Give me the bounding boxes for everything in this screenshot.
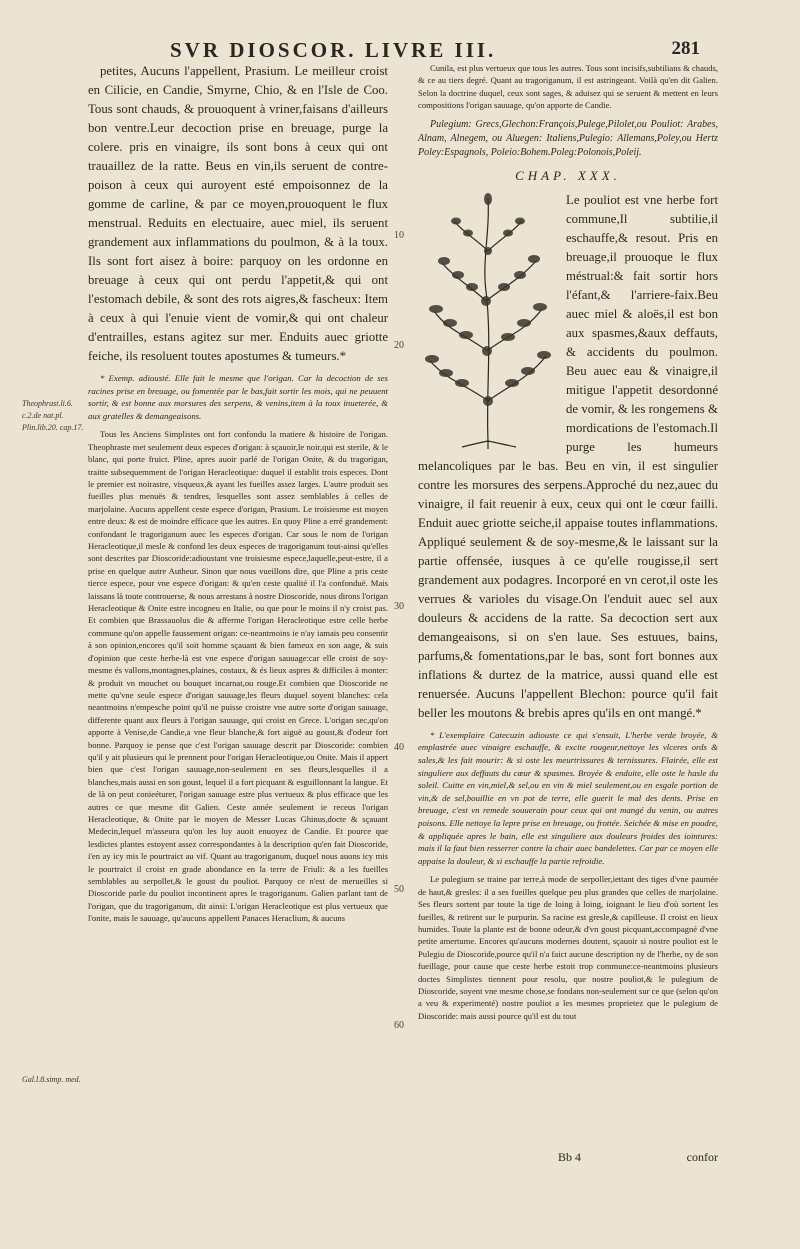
plant-illustration: [418, 191, 558, 449]
left-editor-note: * Exemp. adiousté. Elle fait le mesme que l'origan. Car la decoction de ses racines prise en breuage, ou fomentée par le bas,fait sortir les mois, qui ne peuuent sortir, & est bonne aux morsures des serpens, & venins,item à la toux inueterée, & aux gratelles & demangeaisons.: [88, 373, 388, 421]
line-number: 60: [394, 1020, 404, 1031]
catchword: confor: [686, 1150, 718, 1164]
right-paragraph-3: Le pulegium se traine par terre,à mode de serpoller,iettant des tiges d'vne paumée de haut,& gresles: il a ses fueilles quelque peu plus grandes que celles de marjolaine. Ses fleurs sortent par toute la tige de loing à loing, ioignant le lieu d'où sortent les fueilles, & retirent sur le purpurin. Sa racine est gresle,& capilleuse. Il croist en lieux humides. Toute la plante est de bonne odeur,& d'vn goust picquant,accompagné d'vne petite amertume. Encores qu'aucuns modernes doutent, sçauoir si nostre pouliot est le Pulegiu de Dioscoride,pource qu'il n'a faict aucune description ny de l'herbe, ny de son fueillage, pour cause que ceste herbe estoit trop commune:ce-neantmoins plusieurs doctes Simplistes tiennent pour resolu, que nostre pouliot,& le pulegium de Dioscoride, soyent vne mesme chose,se fondans non-seulement sur ce que (selon qu'on a veu & experimenté) nostre pouliot a les mesmes proprietez que le pulegium de Dioscoride: mais aussi pource qu'il est du tout: [418, 874, 718, 1021]
chapter-body: [418, 191, 718, 723]
running-title: SVR DIOSCOR. LIVRE III.: [170, 38, 497, 62]
margin-note-galen: Gal.l.8.simp. med.: [22, 1075, 81, 1084]
signature-mark: Bb 4: [558, 1150, 582, 1164]
line-number: 10: [394, 230, 404, 241]
right-paragraph-1: Cunila, est plus vertueux que tous les autres. Tous sont incisifs,subtilians & chauds, & ce au tiers degré. Quant au tragoriganum, il est astringeant. Voilà qu'en dit Galien. Selon la doctrine duquel, ceux sont sages, & aduisez qui se seruent & mettent en leurs compositions l'origan sauuage, qu'on apporte de Candie.: [418, 63, 718, 111]
line-number: 50: [394, 884, 404, 895]
page-number: 281: [671, 38, 700, 59]
line-number: 40: [394, 742, 404, 753]
left-column: [88, 62, 388, 931]
margin-note-theophrastus: Theophrast.li.6. c.2.de nat.pl. Plin.lib.20. cap.17.: [22, 399, 84, 432]
page-footer: [418, 1150, 718, 1168]
right-paragraph-2: Le pouliot est vne herbe fort commune,Il subtilie,il eschauffe,& resout. Pris en breuage,il prouoque le flux méstrual:& fait sortir hors l'éfant,& l'arriere-faix.Beu auec miel & aloës,il est bon aux spasmes,&aux deffauts, & accidents du poulmon. Beu auec eau & vinaigre,il mitigue l'appetit desordonné de vomir, & les rongemens & mordications de l'estomach.Il purge les humeurs melancoliques par le bas. Beu en vin, il est singulier contre les morsures des serpens.Approché du nez,auec du vinaigre, il fait reuenir à eux, ceux qui ont le cœur failli. Enduit auec griotte seiche,il appaise toutes inflammations. Appliqué seulement & de soy-mesme,& le laissant sur la partie offensée, iusques à ce qu'elle rougisse,il sert grandement aux podagres. Incorporé en vn cerot,il oste les verrues & varioles du visage.On l'enduit auec sel aux douleurs & accidens de la ratte. Sa decoction sert aux demangeaisons, si on s'en laue. Ses estuues, bains, parfums,& fomentations,par le bas, sont fort bonnes aux inflations & durtez de la matrice, aussi quand elle est renuersée. Aucuns l'appellent Blechon: pource qu'il fait beller les moutons & brebis apres qu'ils en ont mangé.*: [418, 192, 718, 720]
left-paragraph-2: Tous les Anciens Simplistes ont fort confondu la matiere & histoire de l'origan. Theophraste met seulement deux especes d'origan: à sçauoir,le noir,qui est sterile, & le blanc, qui porte fruict. Pline, apres auoir parlé de l'origan Onite, & du tragorigan, traitte subsequemment de l'origan Heracleotique: duquel il establit trois especes. Dont le premier est noirastre, visqueux,& ayant les fueilles assez larges. L'autre produit ses fueilles plus menuës & tendres, lesquelles sont assez semblables à celles de marjolaine. Aucuns appellent ceste espece d'origan, Prasium. Le troisiesme est moyen entre deux: & est de moindre efficace que les autres. En quoy Pline a erré grandement: confondant le tragoriganum auec les especes d'origan. Car sous le nom de l'origan Heracleotique,il mesle & confond les deux especes de tragoriganum tout-ainsi qu'elles sont descrites par Dioscoride:adioustant vne troisiesme espece,laquelle,peut-estre, il a prise en quelque autre Autheur. Sinon que nous vueillons dire, que Pline a pris ceste tierce espece, pour vne espece d'origan: & qu'en ceste qualité il l'a confonduë. Mais laissans là toute controuerse, & nous arrestans à nostre Dioscoride, nous dirons l'origan Heracleotique & Onite estre incogneu en Italie, ou que pour le moins il n'y croist pas. Et combien que Brassauolus die & afferme l'origan Heracleotique estre celle herbe commune qu'on appelle faussement origan: ce-neantmoins ie n'ay iamais peu consentir à son opinion,encores qu'il soit homme sçauant & bien fameux en son aage, & suis d'opinion que ceste herbe-là est vne espece d'origan sauuage:car elle croist de soy-mesme és vallons,montagnes,plaines, costaux, & és lieux aspres & difficiles à monter: & produit vn mouchet ou bouquet incarnat,ou rouge.Et combien que Dioscoride ne mette qu'vne seule espece d'origan sauuage,les fleurs duquel soyent blanches: cela neantmoins n'empesche point qu'il ne puisse croistre vne autre sorte d'origan sauuage, differente quant aux fleurs à l'origan sauuage, qui croist en Grece. L'origan sec,qu'on apporte à Venise,de Candie,a vne fleur blanche,& fort aiguë au goust,& d'odeur fort bonne. Parquoy ie pense que c'est l'origan sauuage descrit par Dioscoride: combien qu'il y ait plusieurs qui le prennent pour l'origan Heracleotique,ou Onite. Mais il appert bien que c'est l'origan sauuage,non-seulement en ses fleurs,lesquelles il a blanches,mais aussi en son goust, lequel il a fort picquant & esguillonnant la langue. Et de là on peut conieéturer, l'origan sauuage estre plus vertueux & plus efficace que les autres ce que mesme dit Galien. Ceste année seulement ie receus l'origan Heracleotique, & Onite par le moyen de Messer Lucas Ghinus,docte & sçauant Medecin,lequel m'asseura qu'on les luy auoit enuoyez de Candie. Et pource que lesdictes plantes estoyent assez correspondantes à la description qu'en fait Dioscoride, i'en ay icy mis le pourtraict au vif. Quant au tragoriganum, duquel nous auons icy mis le pourtraict il croist en grade abondance en la terre de Friuli: & a les fueilles semblables au serpollet,& le goust du pouliot. Parquoy ce n'est de merueilles si Dioscoride parle du pouliot incontinent apres le tragoriganum. Galien parlant tant de l'origan, que du tragoriganum, dit ainsi: L'origan Heracleotique est plus vertueux que l'onite, mais le sauuage, qu'aucuns appellent Panaces Heraclium, & aucuns: [88, 429, 389, 924]
pennyroyal-plant-icon: [418, 191, 558, 449]
left-paragraph-1: petites, Aucuns l'appellent, Prasium. Le meilleur croist en Cilicie, en Candie, Smyrne, Chio, & en l'Isle de Coo. Tous sont chauds, & prouoquent à vriner,faisans d'ailleurs bon ventre.Leur decoction prise en breuage, purge la colere. pris en vinaigre, ils sont bons à ceux qui ont trauaillez de la ratte. Beus en vin,ils seruent de contre-poison à ceux qui auroyent esté empoisonnez de la gomme de carline, & par ce moyen,prouoquent le flux menstrual. Reduits en electuaire, auec miel, ils seruent grandement aux inflammations du poulmon, & à la toux. Ils sont fort aisez à boire: parquoy on les ordonne en breuage à ceux qui ont perdu l'appetit,& qui ont l'estomach debile, & sont des rots aigres,& fascheux: Item à ceux à qui l'enuie vient de vomir,& qui ont chaleur d'entrailles, estans agitez sur mer. Enduits auec griotte feiche, ils resoluent toutes apostumes & tumeurs.*: [88, 64, 388, 363]
right-editor-note: * L'exemplaire Catecuzin adiouste ce qui s'ensuit, L'herbe verde broyée, & emplastrée auec vinaigre eschauffe, & excite rougeur,nettoye les vlceres ords & sales,& les fait mourir: & si oste les meurtrissures & ternissures. Flairée, elle est singuliere aux deffauts du cœur & spasmes. Broyée & enduite, elle oste le hasle du soleil. Cuitte en vin,miel,& sel,ou en vin & miel seulement,ou en esgale portion de vin,& de sel,bouillie en vn pot de terre, elle guerit le mal des dents. Prise en breuage, c'est vn remede souuerain pour ceux qui ont mangé du venin, ou autres poisons. Elle nettoye la lepre prise en breuage, ou frottée. Seichée & mise en poudre, & appliquée apres le bain, elle est singuliere aux douleurs froides des iointures: mais il la faut bien resserrer contre la chair auec bandelettes. Car par ce moyen elle appaise la douleur, & si eschauffe la partie refroidie.: [418, 729, 718, 866]
right-column: [418, 62, 718, 1028]
running-header: [170, 38, 700, 64]
chapter-heading: CHAP. XXX.: [515, 167, 621, 183]
line-number: 20: [394, 340, 404, 351]
line-number: 30: [394, 601, 404, 612]
plant-names: Pulegium: Grecs,Glechon:François,Pulege,Pilolet,ou Pouliot: Arabes, Alnam, Alnegem, ou Aluegen: Italiens,Pulegio: Allemans,Poley,ou Hertz Poley:Espagnols, Poleio:Bohem.Poleg:Polonois,Poleij.: [418, 118, 718, 158]
